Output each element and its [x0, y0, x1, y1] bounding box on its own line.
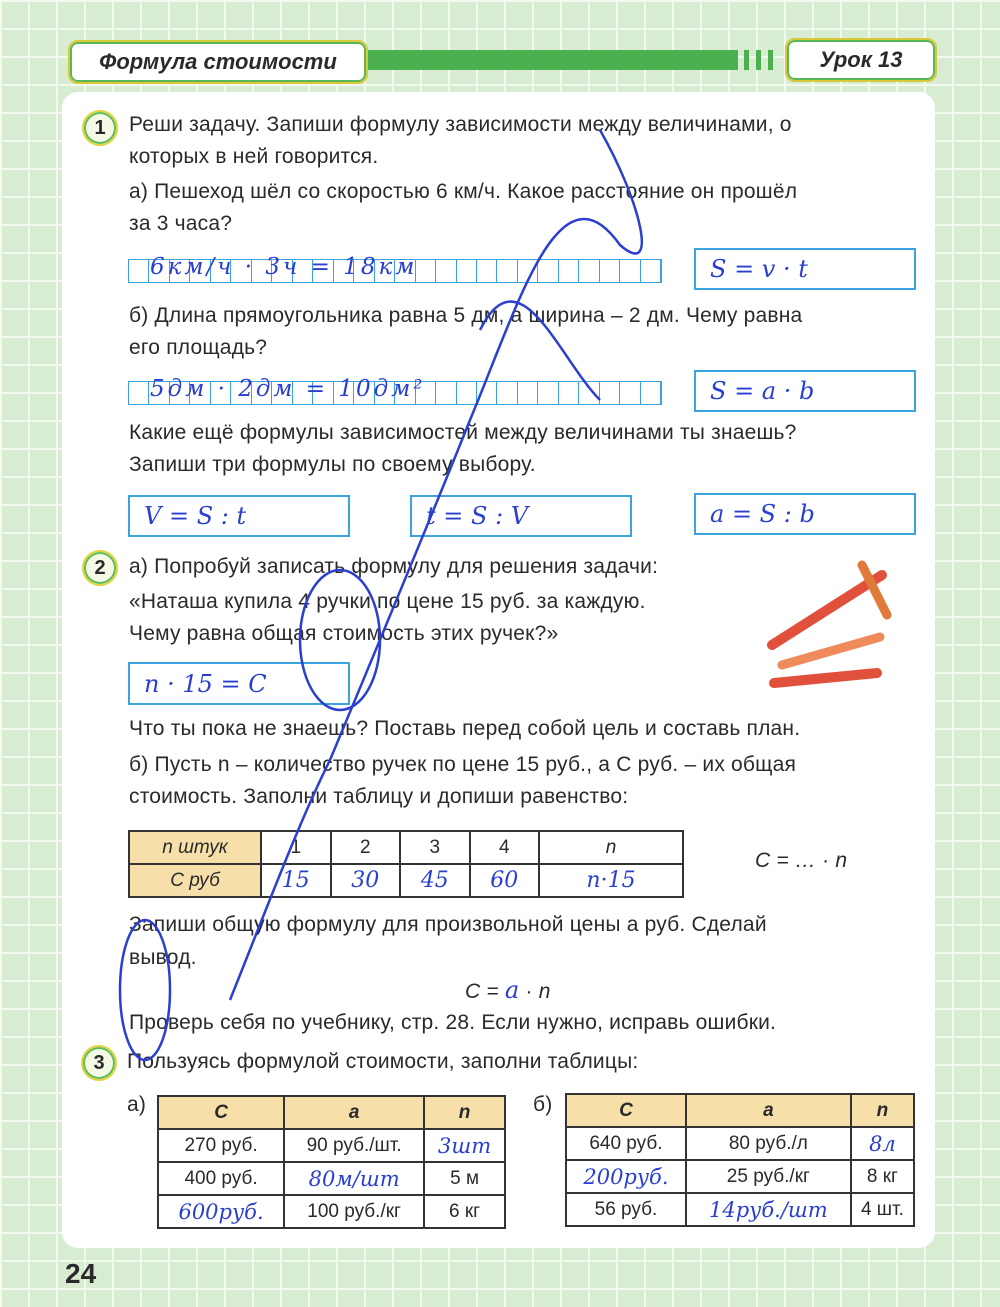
task1a-text: за 3 часа? — [129, 212, 233, 235]
pens-illustration — [762, 555, 892, 690]
task-number-1: 1 — [82, 110, 118, 146]
table-cell: 270 руб. — [158, 1129, 284, 1162]
task2b-text: б) Пусть n – количество ручек по цене 15 руб., а C руб. – их общая — [129, 753, 797, 776]
table-cell: 400 руб. — [158, 1162, 284, 1195]
task1b-text: его площадь? — [129, 336, 268, 359]
column-header: n — [424, 1096, 505, 1129]
answer-cell[interactable]: 60 — [470, 864, 540, 897]
table-cell: n — [539, 831, 683, 864]
table-cell: 90 руб./шт. — [284, 1129, 424, 1162]
row-label-c: C руб — [129, 864, 261, 897]
answer-cell[interactable]: 600руб. — [158, 1195, 284, 1228]
column-header: a — [284, 1096, 424, 1129]
answer-cell[interactable]: 30 — [331, 864, 401, 897]
task-number-2: 2 — [82, 550, 118, 586]
table-cell: 100 руб./кг — [284, 1195, 424, 1228]
table-row — [566, 1160, 914, 1193]
task1-more-text: Запиши три формулы по своему выбору. — [129, 453, 536, 476]
table-cell: 5 м — [424, 1162, 505, 1195]
page-number: 24 — [65, 1258, 97, 1289]
column-header: C — [158, 1096, 284, 1129]
formula-right: · n — [525, 980, 551, 1003]
table-cell: 25 руб./кг — [686, 1160, 851, 1193]
task1-more-text: Какие ещё формулы зависимостей между величинами ты знаешь? — [129, 421, 797, 444]
table-cell: 640 руб. — [566, 1127, 686, 1160]
column-header: C — [566, 1094, 686, 1127]
answer-cell[interactable]: 3шт — [424, 1129, 505, 1162]
formula-box-3[interactable]: a = S : b — [694, 493, 916, 535]
task2a-answer-box[interactable]: n · 15 = C — [128, 662, 350, 705]
answer-cell[interactable]: 14руб./шт — [686, 1193, 851, 1226]
table-row — [566, 1193, 914, 1226]
header-tick — [744, 50, 749, 70]
task1b-text: б) Длина прямоугольника равна 5 дм, а ширина – 2 дм. Чему равна — [129, 304, 803, 327]
formula-answer[interactable]: a — [504, 976, 520, 1004]
task2a-text: Чему равна общая стоимость этих ручек?» — [129, 622, 559, 645]
table-cell: 1 — [261, 831, 331, 864]
table-cell: 6 кг — [424, 1195, 505, 1228]
general-text: Запиши общую формулу для произвольной цены a руб. Сделай — [129, 913, 767, 936]
task2b-text: стоимость. Заполни таблицу и допиши равенство: — [129, 785, 629, 808]
table-cell: 4 шт. — [851, 1193, 914, 1226]
header-bar — [368, 50, 738, 70]
formula-left: C = — [465, 980, 499, 1003]
answer-cell[interactable]: 15 — [261, 864, 331, 897]
lesson-title: Формула стоимости — [68, 40, 368, 84]
table-cell: 2 — [331, 831, 401, 864]
formula-box-1[interactable]: V = S : t — [128, 495, 350, 537]
table-a-label: а) — [127, 1093, 147, 1116]
equality: C = … · n — [755, 849, 848, 872]
table-row — [158, 1129, 505, 1162]
task1b-answer: 5дм · 2дм = 10дм² — [150, 376, 426, 402]
answer-cell[interactable]: 200руб. — [566, 1160, 686, 1193]
table-row — [158, 1162, 505, 1195]
task1a-answer: 6км/ч · 3ч = 18км — [150, 254, 418, 280]
table-cell: 3 — [400, 831, 470, 864]
table-cell: 56 руб. — [566, 1193, 686, 1226]
task1a-text: а) Пешеход шёл со скоростью 6 км/ч. Какое расстояние он прошёл — [129, 180, 798, 203]
row-label-n: n штук — [129, 831, 261, 864]
formula-box-2[interactable]: t = S : V — [410, 495, 632, 537]
answer-cell[interactable]: n·15 — [539, 864, 683, 897]
task2a-text: «Наташа купила 4 ручки по цене 15 руб. за каждую. — [129, 590, 646, 613]
formula-box-a[interactable]: S = v · t — [694, 248, 916, 290]
answer-cell[interactable]: 80м/шт — [284, 1162, 424, 1195]
table-b-label: б) — [533, 1093, 553, 1116]
column-header: a — [686, 1094, 851, 1127]
lesson-number: Урок 13 — [785, 38, 937, 82]
cost-table-b — [565, 1093, 915, 1227]
task1-prompt-line: которых в ней говорится. — [129, 145, 379, 168]
task2-plan-text: Что ты пока не знаешь? Поставь перед собой цель и составь план. — [129, 717, 801, 740]
table-cell: 8 кг — [851, 1160, 914, 1193]
cost-table-a — [157, 1095, 506, 1229]
pen-icon — [772, 565, 887, 683]
table-row — [158, 1195, 505, 1228]
formula-box-b[interactable]: S = a · b — [694, 370, 916, 412]
table-cell: 80 руб./л — [686, 1127, 851, 1160]
check-text: Проверь себя по учебнику, стр. 28. Если нужно, исправь ошибки. — [129, 1011, 777, 1034]
table-cell: 4 — [470, 831, 540, 864]
task3-prompt: Пользуясь формулой стоимости, заполни таблицы: — [127, 1050, 639, 1073]
answer-cell[interactable]: 45 — [400, 864, 470, 897]
header-tick — [756, 50, 761, 70]
price-table — [128, 830, 684, 898]
general-formula — [465, 976, 551, 1004]
column-header: n — [851, 1094, 914, 1127]
header-tick — [768, 50, 773, 70]
table-row — [566, 1127, 914, 1160]
task1-prompt-line: Реши задачу. Запиши формулу зависимости между величинами, о — [129, 113, 792, 136]
task-number-3: 3 — [81, 1045, 117, 1081]
general-text: вывод. — [129, 946, 197, 969]
answer-cell[interactable]: 8л — [851, 1127, 914, 1160]
task2a-text: а) Попробуй записать формулу для решения задачи: — [129, 555, 659, 578]
